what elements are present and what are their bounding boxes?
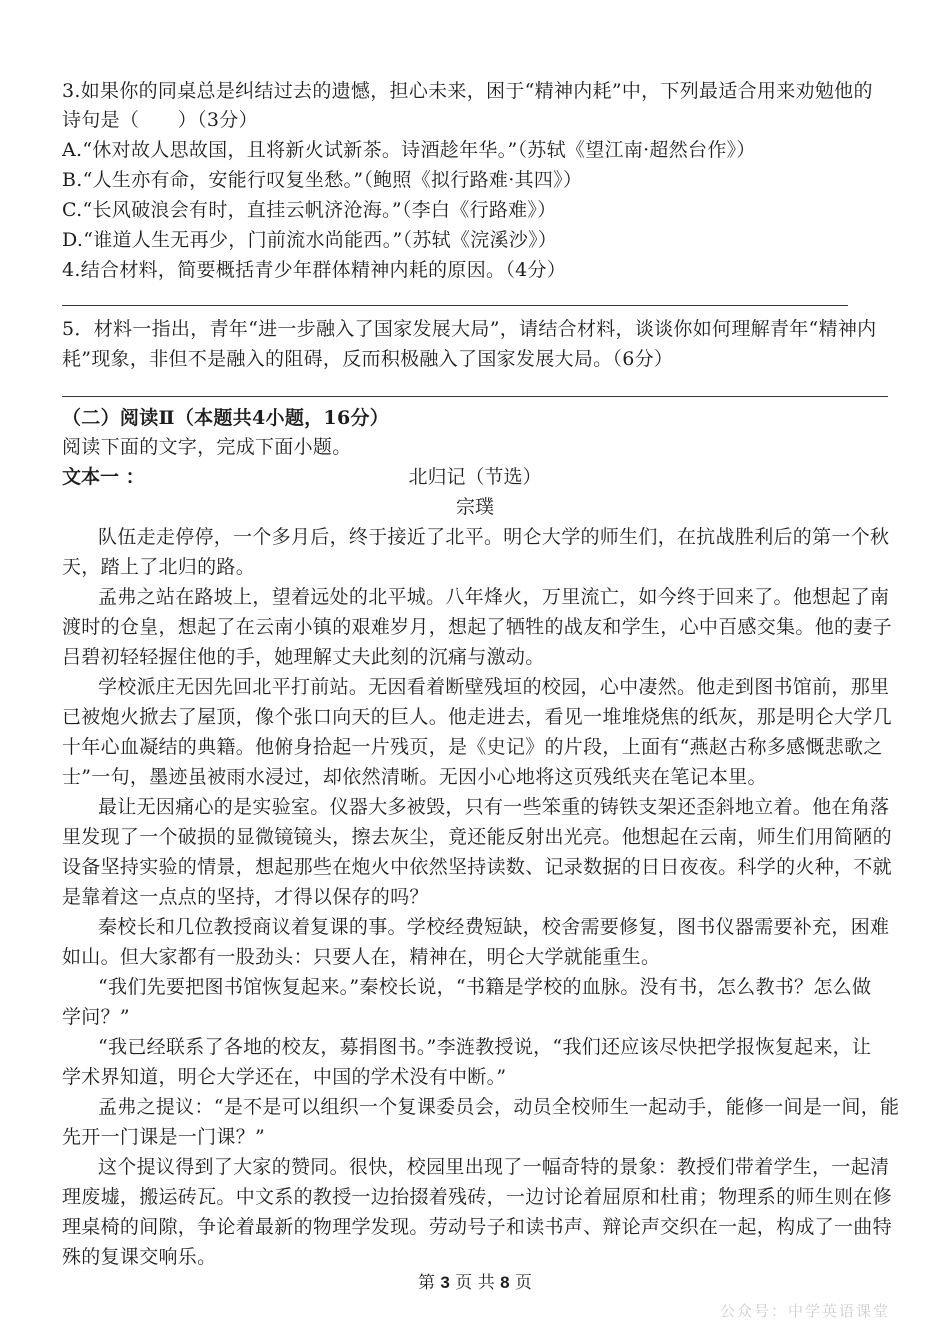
passage-line: 理桌椅的间隙，争论着最新的物理学发现。劳动号子和读书声、辩论声交织在一起，构成了一曲特 xyxy=(62,1216,892,1238)
passage-line: 最让无因痛心的是实验室。仪器大多被毁，只有一些笨重的铸铁支架还歪斜地立着。他在角落 xyxy=(98,796,890,818)
passage-line: 如山。但大家都有一股劲头：只要人在，精神在，明仑大学就能重生。 xyxy=(62,946,661,968)
q3-option-a: A.“休对故人思故国，且将新火试新茶。诗酒趁年华。”（苏轼《望江南·超然台作》） xyxy=(62,139,756,161)
passage-line: 设备坚持实验的情景，想起那些在炮火中依然坚持读数、记录数据的日日夜夜。科学的火种，不就 xyxy=(62,856,892,878)
text-label: 文本一 ： xyxy=(62,466,145,488)
q5-stem-line1: 5．材料一指出，青年“进一步融入了国家发展大局”，请结合材料，谈谈你如何理解青年“精神内 xyxy=(62,318,877,340)
passage-line: 渡时的仓皇，想起了在云南小镇的艰难岁月，想起了牺牲的战友和学生，心中百感交集。他的妻子 xyxy=(62,616,892,638)
passage-line: 秦校长和几位教授商议着复课的事。学校经费短缺，校舍需要修复，图书仪器需要补充，困难 xyxy=(98,916,890,938)
q3-stem-line2: 诗句是（ ）（3分） xyxy=(62,109,258,131)
passage-line: 里发现了一个破损的显微镜镜头，擦去灰尘，竟还能反射出光亮。他想起在云南，师生们用简陋的 xyxy=(62,826,892,848)
q3-option-c: C.“长风破浪会有时，直挂云帆济沧海。”（李白《行路难》） xyxy=(62,199,557,221)
passage-line: 理废墟，搬运砖瓦。中文系的教授一边抬掇着残砖，一边讨论着屈原和杜甫；物理系的师生则在修 xyxy=(62,1186,892,1208)
q3-option-b: B.“人生亦有命，安能行叹复坐愁。”（鲍照《拟行路难·其四》） xyxy=(62,169,583,191)
passage-line: 十年心血凝结的典籍。他俯身拾起一片残页，是《史记》的片段，上面有“燕赵古称多感慨悲歌之 xyxy=(62,736,883,758)
passage-author: 宗璞 xyxy=(455,496,494,518)
passage-line: 学问？” xyxy=(62,1006,130,1028)
section-heading: （二）阅读Ⅱ（本题共4小题，16分） xyxy=(62,407,390,429)
passage-line: 这个提议得到了大家的赞同。很快，校园里出现了一幅奇特的景象：教授们带着学生，一起清 xyxy=(98,1156,890,1178)
footer-page-number: 3 xyxy=(440,1273,450,1292)
passage-line: 士”一句，墨迹虽被雨水浸过，却依然清晰。无因小心地将这页残纸夹在笔记本里。 xyxy=(62,766,767,788)
passage-line: 先开一门课是一门课？” xyxy=(62,1126,266,1148)
passage-line: 殊的复课交响乐。 xyxy=(62,1246,217,1268)
section-instruction: 阅读下面的文字，完成下面小题。 xyxy=(62,436,352,458)
passage-line: 吕碧初轻轻握住他的手，她理解丈夫此刻的沉痛与激动。 xyxy=(62,646,545,668)
footer-suffix: 页 xyxy=(514,1273,532,1293)
passage-line: 队伍走走停停，一个多月后，终于接近了北平。明仑大学的师生们，在抗战胜利后的第一个秋 xyxy=(98,526,890,548)
passage-line: 孟弗之提议：“是不是可以组织一个复课委员会，动员全校师生一起动手，能修一间是一间，能 xyxy=(98,1096,900,1118)
q5-stem-line2: 耗”现象，非但不是融入的阻碍，反而积极融入了国家发展大局。（6分） xyxy=(62,348,674,370)
q3-stem-line1: 3.如果你的同桌总是纠结过去的遗憾，担心未来，困于“精神内耗”中，下列最适合用来劝勉他的 xyxy=(62,80,873,102)
passage-line: 是靠着这一点点的坚持，才得以保存的吗？ xyxy=(62,886,429,908)
passage-line: 学术界知道，明仑大学还在，中国的学术没有中断。” xyxy=(62,1066,507,1088)
q4-answer-line xyxy=(62,305,848,306)
passage-line: 天，踏上了北归的路。 xyxy=(62,556,256,578)
watermark: 公众号：中学英语课堂 xyxy=(719,1302,890,1320)
passage-line: 已被炮火掀去了屋顶，像个张口向天的巨人。他走进去，看见一堆堆烧焦的纸灰，那是明仑大学几 xyxy=(62,706,892,728)
passage-line: “我已经联系了各地的校友，募捐图书。”李涟教授说，“我们还应该尽快把学报恢复起来，让 xyxy=(98,1036,872,1058)
footer-total-pages: 8 xyxy=(500,1273,510,1292)
passage-line: 学校派庄无因先回北平打前站。无因看着断壁残垣的校园，心中凄然。他走到图书馆前，那里 xyxy=(98,676,890,698)
page-footer xyxy=(0,1268,950,1293)
passage-line: 孟弗之站在路坡上，望着远处的北平城。八年烽火，万里流亡，如今终于回来了。他想起了南 xyxy=(98,586,890,608)
passage-title: 北归记（节选） xyxy=(408,466,542,488)
footer-prefix: 第 xyxy=(418,1273,436,1293)
footer-mid: 页 共 xyxy=(455,1273,495,1293)
passage-line: “我们先要把图书馆恢复起来。”秦校长说，“书籍是学校的血脉。没有书，怎么教书？怎么做 xyxy=(98,976,872,998)
q3-option-d: D.“谁道人生无再少，门前流水尚能西。”（苏轼《浣溪沙》） xyxy=(62,229,558,251)
q5-answer-line xyxy=(62,396,888,397)
q4-stem: 4.结合材料，简要概括青少年群体精神内耗的原因。（4分） xyxy=(62,259,567,281)
